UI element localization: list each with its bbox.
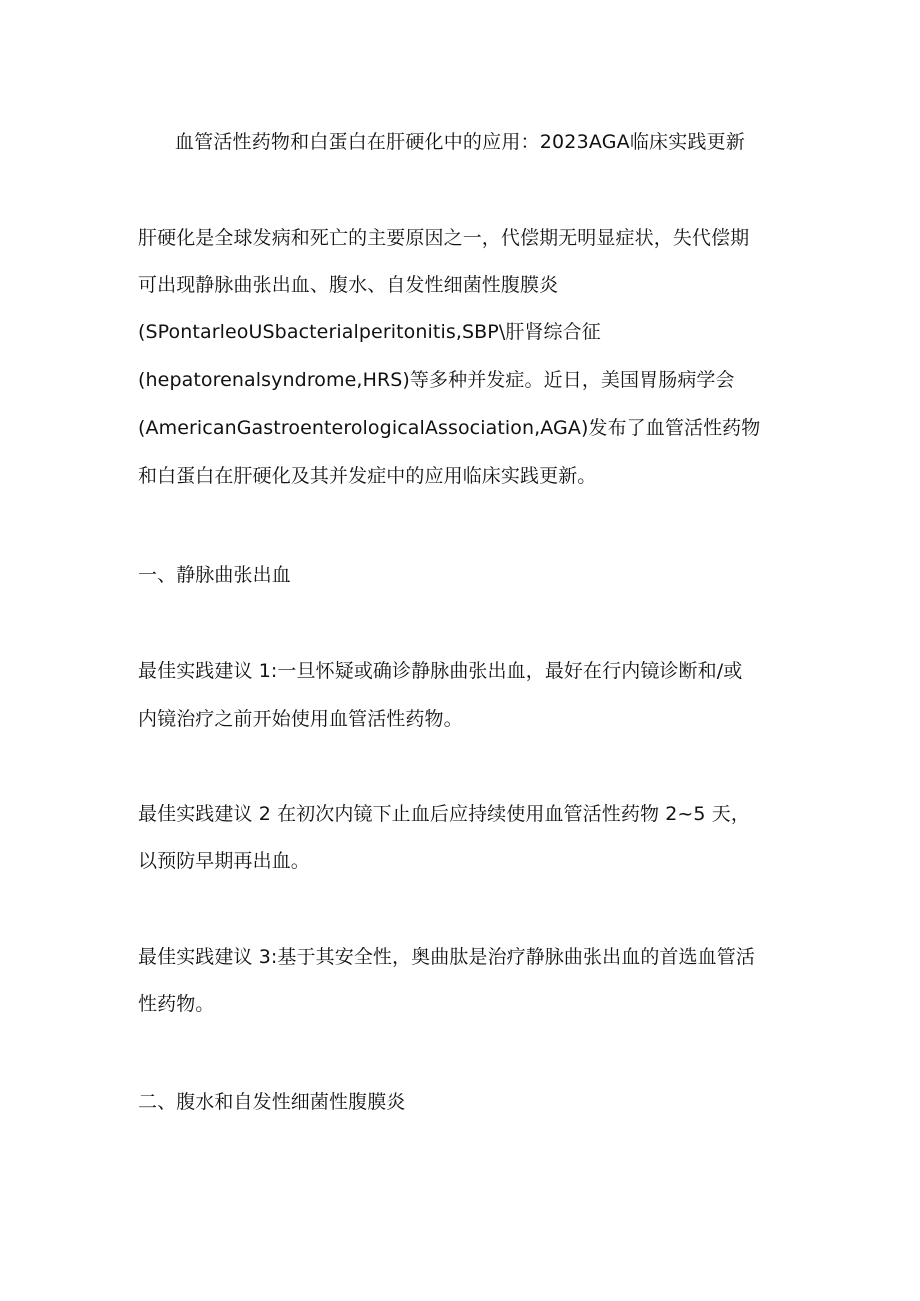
recommendation-2-line-2: 以预防早期再出血。 [138,850,310,872]
recommendation-3-line-1: 最佳实践建议 3:基于其安全性，奥曲肽是治疗静脉曲张出血的首选血管活 [138,946,755,968]
section-heading-ascites-sbp: 二、腹水和自发性细菌性腹膜炎 [138,1091,406,1113]
intro-line-6: 和白蛋白在肝硬化及其并发症中的应用临床实践更新。 [138,465,597,487]
intro-line-3: (SPontarleoUSbacterialperitonitis,SBP\肝肾综合征 [138,321,601,343]
intro-line-5: (AmericanGastroenterologicalAssociation,AGA)发布了血管活性药物 [138,417,761,439]
recommendation-1-line-1: 最佳实践建议 1:一旦怀疑或确诊静脉曲张出血，最好在行内镜诊断和/或 [138,660,743,682]
section-heading-varices-bleeding: 一、静脉曲张出血 [138,564,291,586]
recommendation-3-line-2: 性药物。 [138,993,215,1015]
intro-line-1: 肝硬化是全球发病和死亡的主要原因之一，代偿期无明显症状，失代偿期 [138,227,750,249]
recommendation-1-line-2: 内镜治疗之前开始使用血管活性药物。 [138,708,463,730]
intro-line-2: 可出现静脉曲张出血、腹水、自发性细菌性腹膜炎 [138,274,559,296]
intro-line-4: (hepatorenalsyndrome,HRS)等多种并发症。近日，美国胃肠病学会 [138,369,735,391]
recommendation-2-line-1: 最佳实践建议 2 在初次内镜下止血后应持续使用血管活性药物 2~5 天， [138,803,750,825]
document-title: 血管活性药物和白蛋白在肝硬化中的应用：2023AGA临床实践更新 [174,131,746,153]
